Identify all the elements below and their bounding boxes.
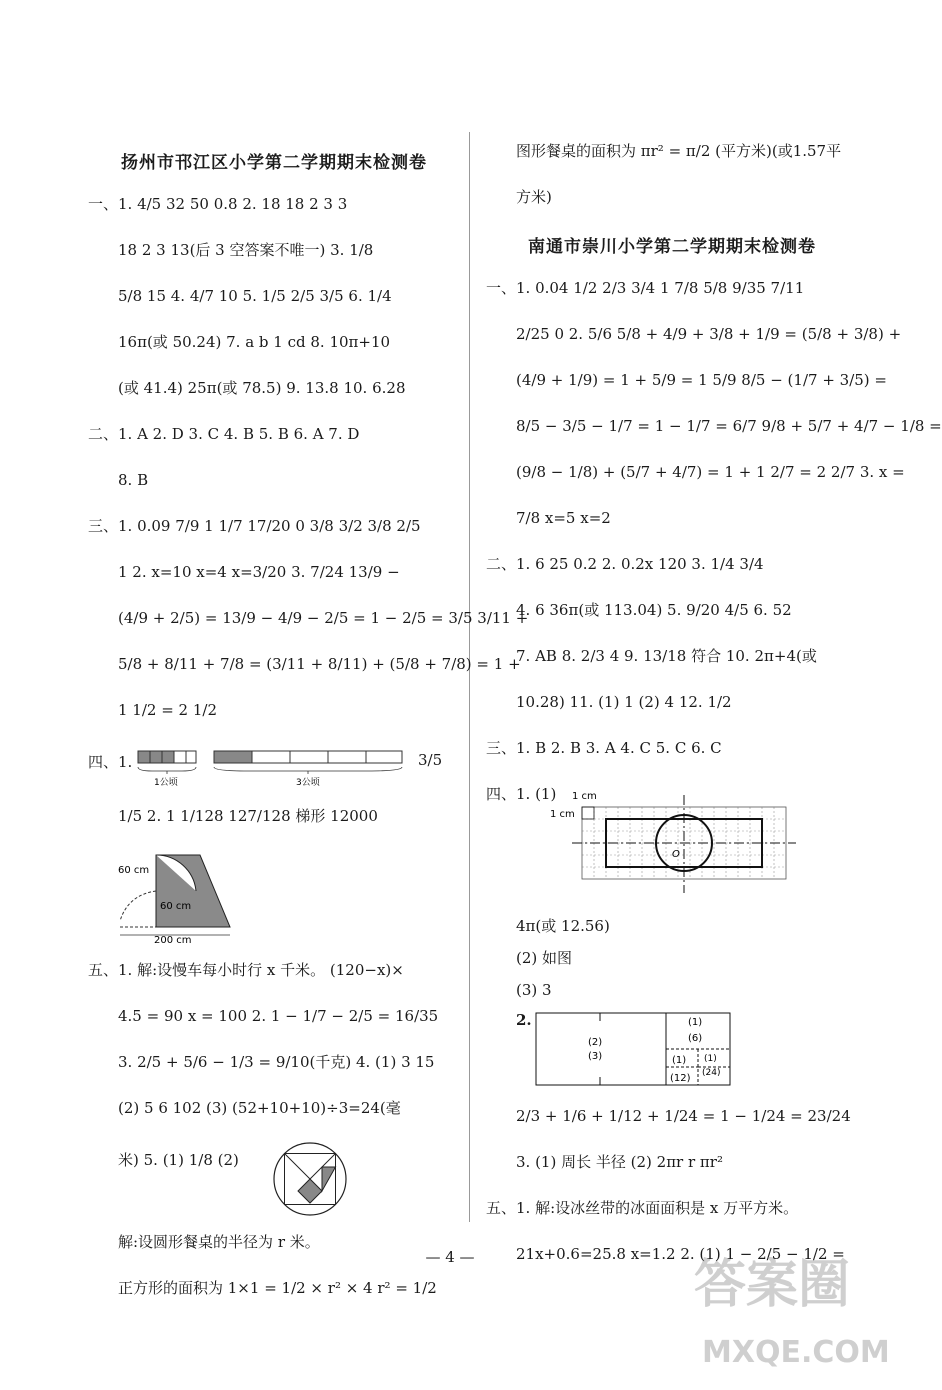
answer-line: (4/9 + 2/5) = 13/9 − 4/9 − 2/5 = 1 − 2/5 = 3/5 3/11 + bbox=[118, 609, 529, 627]
trapezoid-figure-row bbox=[88, 851, 460, 946]
answer-line: 正方形的面积为 1×1 = 1/2 × r² × 4 r² = 1/2 bbox=[118, 1279, 437, 1297]
answer-line: 3. 2/5 + 5/6 − 1/3 = 9/10(千克) 4. (1) 3 15 bbox=[118, 1053, 435, 1071]
box-label: (1) bbox=[704, 1054, 717, 1064]
q2-right-prefix: 2. bbox=[516, 1011, 532, 1029]
answer-line: (9/8 − 1/8) + (5/7 + 4/7) = 1 + 1 2/7 = 2 2/7 3. x = bbox=[516, 463, 905, 481]
answer-line: 二、1. A 2. D 3. C 4. B 5. B 6. A 7. D bbox=[88, 425, 360, 443]
answer-line: (或 41.4) 25π(或 78.5) 9. 13.8 10. 6.28 bbox=[118, 379, 406, 397]
page-number: — 4 — bbox=[425, 1248, 475, 1266]
answer-line: 5/8 + 8/11 + 7/8 = (3/11 + 8/11) + (5/8 + 7/8) = 1 + bbox=[118, 655, 521, 673]
box-label: (24) bbox=[702, 1068, 721, 1078]
answer-line: 2/25 0 2. 5/6 5/8 + 4/9 + 3/8 + 1/9 = (5/8 + 3/8) + bbox=[516, 325, 902, 343]
box-label: (1) bbox=[672, 1055, 687, 1066]
trapezoid-figure bbox=[118, 851, 278, 946]
q5-line: 米) 5. (1) 1/8 (2) bbox=[118, 1151, 239, 1169]
grid-label-top: 1 cm bbox=[572, 791, 597, 802]
answer-line: 10.28) 11. (1) 1 (2) 4 12. 1/2 bbox=[516, 693, 732, 711]
q4-right-prefix: 四、1. (1) bbox=[486, 785, 557, 803]
answer-line: 1 2. x=10 x=4 x=3/20 3. 7/24 13/9 − bbox=[118, 563, 400, 581]
q4-prefix: 四、1. bbox=[88, 753, 133, 771]
watermark-top: 答案圈 bbox=[694, 1255, 851, 1315]
grid-label-side: 1 cm bbox=[550, 809, 575, 820]
answer-line: 16π(或 50.24) 7. a b 1 cd 8. 10π+10 bbox=[118, 333, 391, 351]
right-column bbox=[486, 140, 942, 1289]
answer-line: (3) 3 bbox=[516, 981, 552, 999]
trap-label-left: 60 cm bbox=[118, 865, 150, 876]
answer-line: 1 1/2 = 2 1/2 bbox=[118, 701, 218, 719]
answer-line: 一、1. 4/5 32 50 0.8 2. 18 18 2 3 3 bbox=[88, 195, 348, 213]
answer-line: 8. B bbox=[118, 471, 149, 489]
answer-line: 3. (1) 周长 半径 (2) 2πr r πr² bbox=[516, 1153, 723, 1171]
right-section-title: 南通市崇川小学第二学期期末检测卷 bbox=[528, 237, 816, 257]
answer-line: 二、1. 6 25 0.2 2. 0.2x 120 3. 1/4 3/4 bbox=[486, 555, 764, 573]
grid-rectangle-circle-figure bbox=[550, 781, 798, 897]
column-divider bbox=[469, 132, 470, 1222]
answer-line: 18 2 3 13(后 3 空答案不唯一) 3. 1/8 bbox=[118, 241, 374, 259]
answer-line: 7/8 x=5 x=2 bbox=[516, 509, 611, 527]
area-bar-diagram bbox=[138, 745, 428, 789]
trap-label-inner: 60 cm bbox=[160, 901, 192, 912]
answer-line: (4/9 + 1/9) = 1 + 5/9 = 1 5/9 8/5 − (1/7 + 3/5) = bbox=[516, 371, 887, 389]
left-section-title: 扬州市邗江区小学第二学期期末检测卷 bbox=[121, 153, 427, 173]
answer-line: 2/3 + 1/6 + 1/12 + 1/24 = 1 − 1/24 = 23/24 bbox=[516, 1107, 851, 1125]
box-label: (3) bbox=[588, 1051, 603, 1062]
answer-line: 解:设圆形餐桌的半径为 r 米。 bbox=[118, 1233, 320, 1251]
circle-square-figure bbox=[270, 1139, 350, 1219]
answer-line: 21x+0.6=25.8 x=1.2 2. (1) 1 − 2/5 − 1/2 = bbox=[516, 1245, 845, 1263]
box-partition-row bbox=[486, 1011, 858, 1089]
grid-label-center: O bbox=[672, 849, 680, 860]
grid-figure-row bbox=[486, 783, 858, 899]
circle-figure-row bbox=[88, 1143, 460, 1215]
answer-line: 4.5 = 90 x = 100 2. 1 − 1/7 − 2/5 = 16/35 bbox=[118, 1007, 439, 1025]
bar-diagram-row bbox=[88, 745, 460, 789]
answer-line: 五、1. 解:设冰丝带的冰面面积是 x 万平方米。 bbox=[486, 1199, 799, 1217]
answer-line: 4π(或 12.56) bbox=[516, 917, 610, 935]
watermark-bottom: MXQE.COM bbox=[702, 1335, 890, 1370]
answer-line: (2) 5 6 102 (3) (52+10+10)÷3=24(毫 bbox=[118, 1099, 401, 1117]
answer-line: 7. AB 8. 2/3 4 9. 13/18 符合 10. 2π+4(或 bbox=[516, 647, 817, 665]
q4-fraction: 3/5 bbox=[418, 751, 443, 769]
left-column bbox=[88, 140, 529, 1323]
answer-line: 1/5 2. 1 1/128 127/128 梯形 12000 bbox=[118, 807, 378, 825]
box-label: (12) bbox=[670, 1073, 691, 1084]
box-partition-figure bbox=[536, 1011, 736, 1089]
box-label: (2) bbox=[588, 1037, 603, 1048]
answer-line: 5/8 15 4. 4/7 10 5. 1/5 2/5 3/5 6. 1/4 bbox=[118, 287, 392, 305]
bar-label-small: 1公顷 bbox=[154, 778, 178, 788]
answer-line: 三、1. B 2. B 3. A 4. C 5. C 6. C bbox=[486, 739, 722, 757]
trap-label-bottom: 200 cm bbox=[154, 935, 192, 946]
answer-line: 三、1. 0.09 7/9 1 1/7 17/20 0 3/8 3/2 3/8 2/5 bbox=[88, 517, 421, 535]
answer-line: 一、1. 0.04 1/2 2/3 3/4 1 7/8 5/8 9/35 7/11 bbox=[486, 279, 805, 297]
bar-label-large: 3公顷 bbox=[296, 778, 320, 788]
answer-line: 方米) bbox=[516, 188, 552, 206]
answer-line: 五、1. 解:设慢车每小时行 x 千米。 (120−x)× bbox=[88, 961, 404, 979]
watermark-logo bbox=[682, 1232, 890, 1382]
box-label: (1) bbox=[688, 1017, 703, 1028]
watermark-graphic bbox=[682, 1232, 890, 1382]
answer-line: 4. 6 36π(或 113.04) 5. 9/20 4/5 6. 52 bbox=[516, 601, 792, 619]
box-label: (6) bbox=[688, 1033, 703, 1044]
answer-line: 图形餐桌的面积为 πr² = π/2 (平方米)(或1.57平 bbox=[516, 142, 842, 160]
answer-line: 8/5 − 3/5 − 1/7 = 1 − 1/7 = 6/7 9/8 + 5/7 + 4/7 − 1/8 = bbox=[516, 417, 942, 435]
answer-line: (2) 如图 bbox=[516, 949, 573, 967]
